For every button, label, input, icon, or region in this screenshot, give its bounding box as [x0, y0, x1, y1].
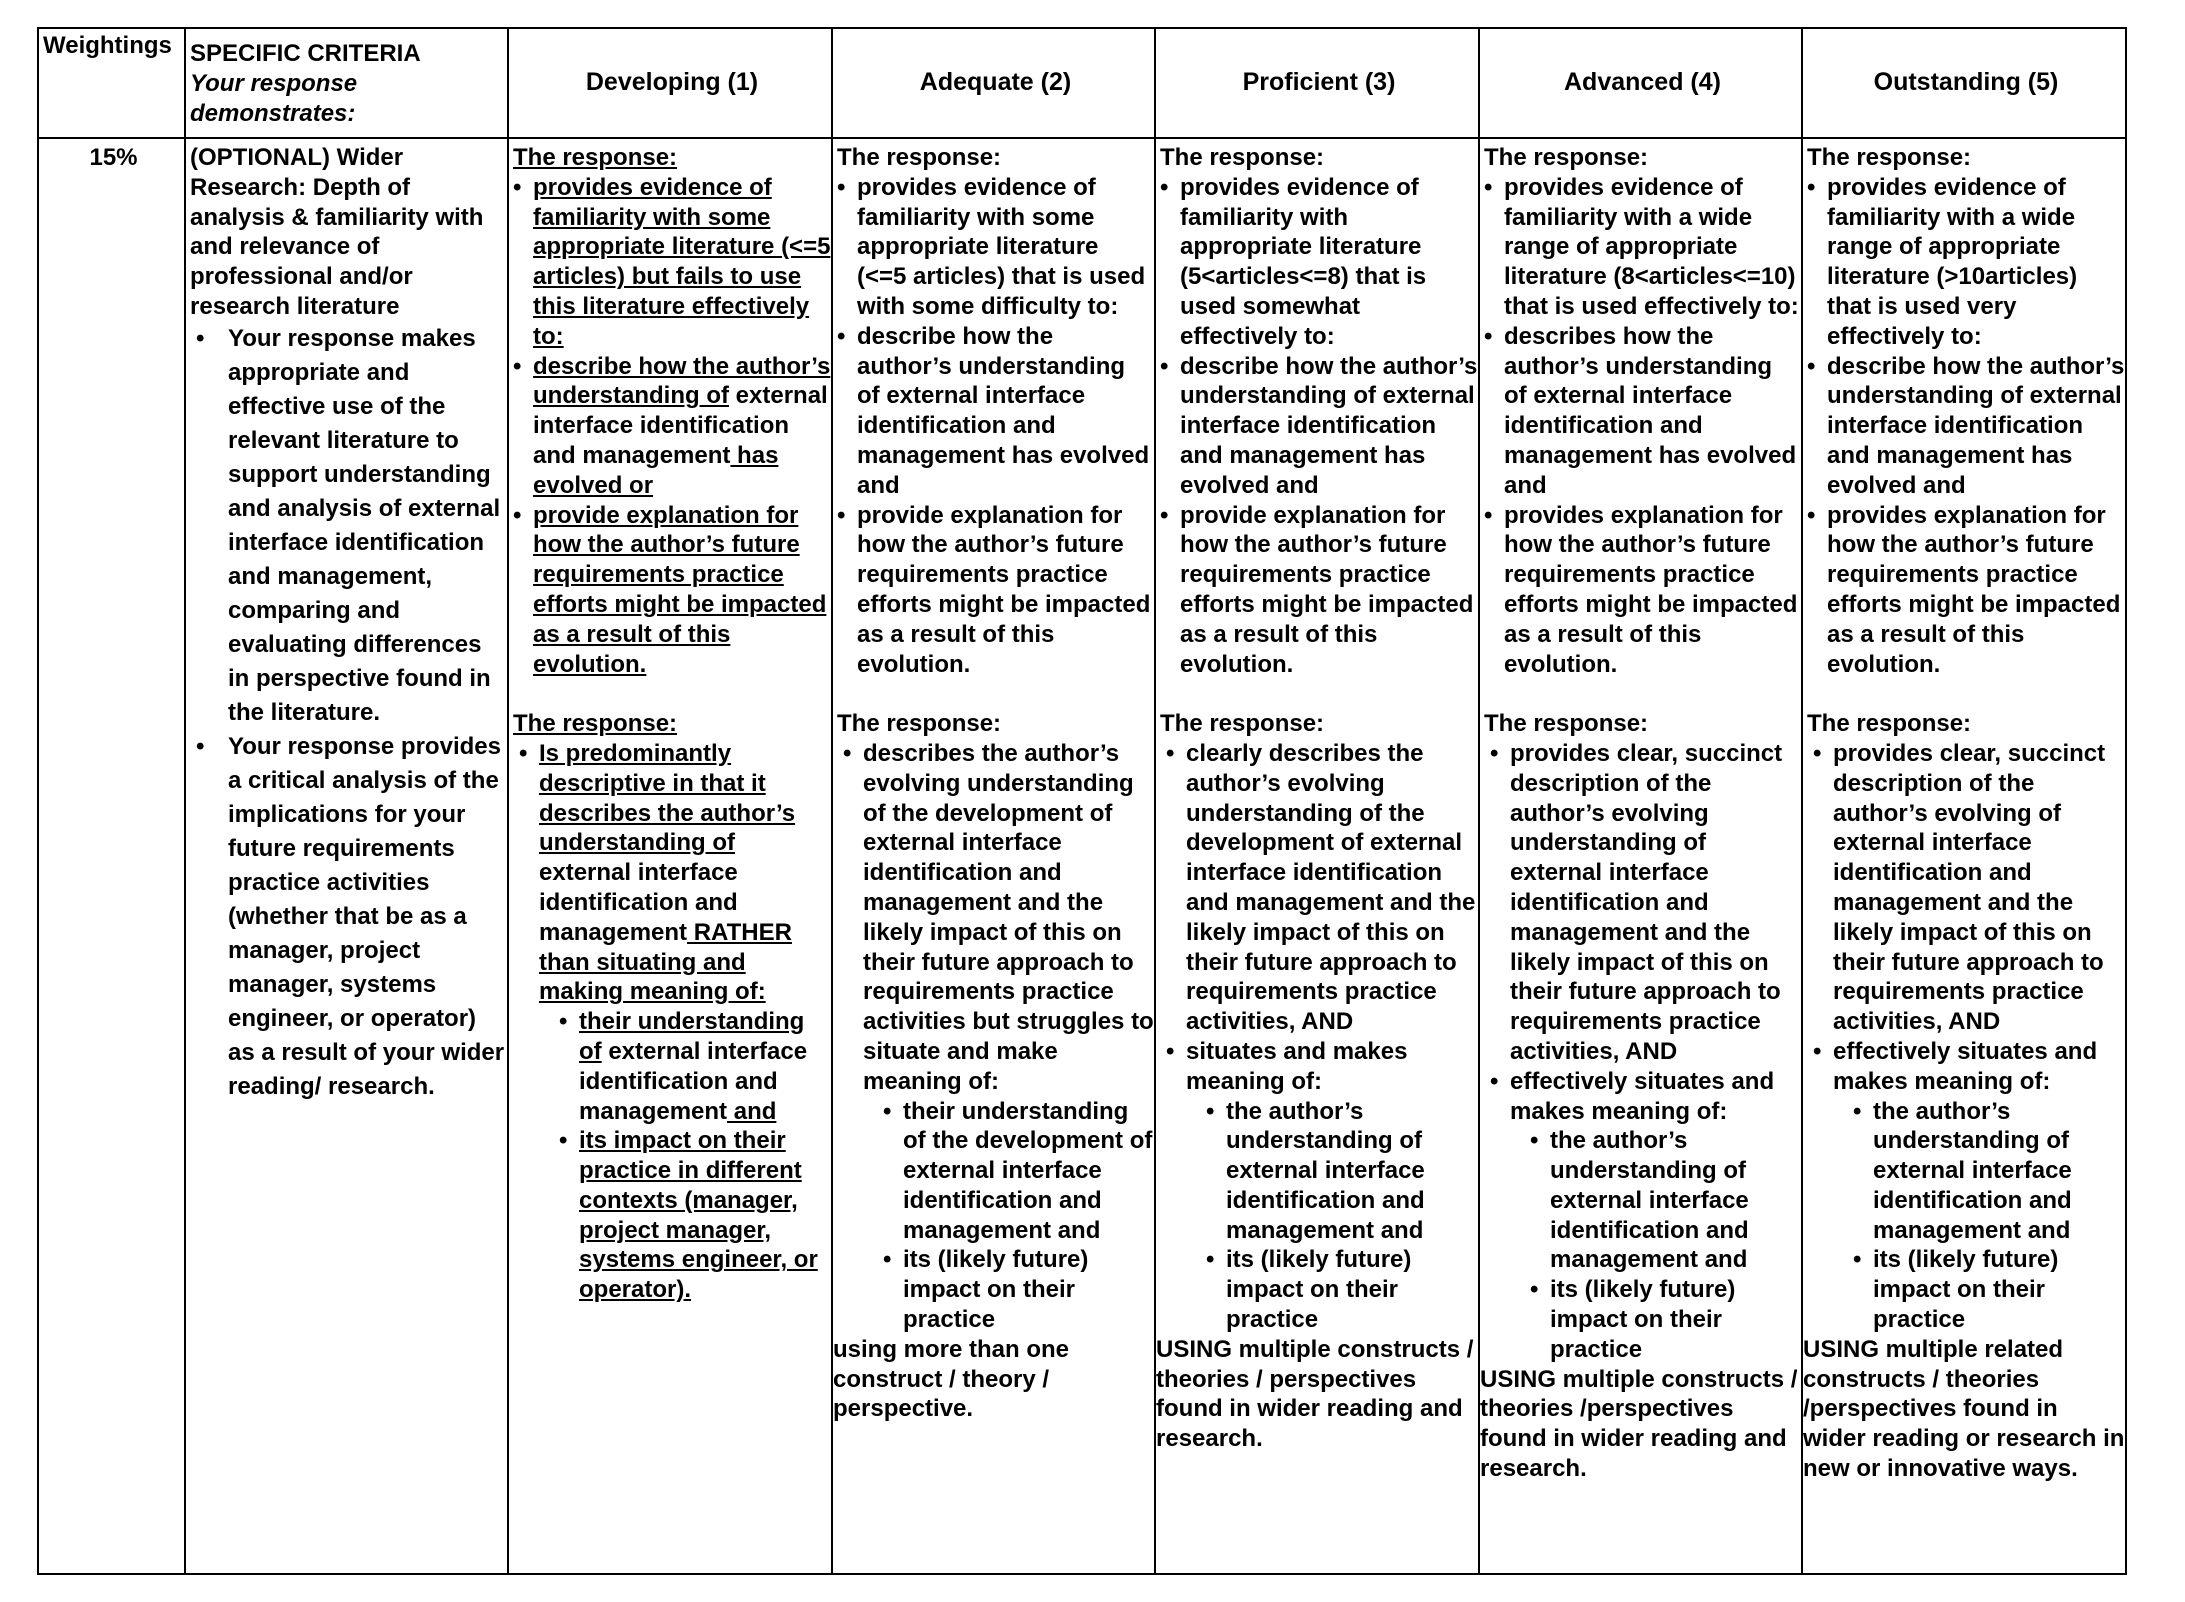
developing-bullet-part: describe how the author’s understanding of	[533, 352, 831, 410]
adequate-tail: using more than one construct / theory / perspective.	[833, 1335, 1070, 1423]
advanced-tail: USING multiple constructs / theories /perspectives found in wider reading and research.	[1480, 1365, 1798, 1483]
developing-heading-2: The response:	[513, 710, 678, 738]
advanced-sublist	[1530, 1126, 1801, 1364]
developing-bullet: • provides evidence of familiarity with some appropriate literature (<=5 articles) but fails to use this literature effectively to:	[513, 173, 831, 352]
advanced-bullet	[1490, 1067, 1801, 1365]
outstanding-bullet: • describe how the author’s understanding of external interface identification and management has evolved and	[1807, 352, 2125, 501]
proficient-cell	[1155, 138, 1479, 1574]
advanced-subbullet: • its (likely future) impact on their practice	[1530, 1275, 1801, 1364]
adequate-list-1	[837, 173, 1154, 680]
adequate-list-2	[843, 739, 1154, 1335]
developing-list-1	[513, 173, 831, 680]
proficient-subbullet: • the author’s understanding of external interface identification and management and	[1206, 1097, 1478, 1246]
advanced-bullet: • provides evidence of familiarity with a wide range of appropriate literature (8<articles<=10) that is used effectively to:	[1484, 173, 1801, 322]
outstanding-bullet: • provides explanation for how the author’s future requirements practice efforts might be impacted as a result of this evolution.	[1807, 501, 2125, 680]
developing-subbullet	[559, 1007, 831, 1126]
rubric-table	[37, 27, 2127, 1575]
outstanding-list-1	[1807, 173, 2125, 680]
developing-cell	[508, 138, 832, 1574]
advanced-bullet: • provides explanation for how the author’s future requirements practice efforts might be impacted as a result of this evolution.	[1484, 501, 1801, 680]
proficient-bullet: • describe how the author’s understanding of external interface identification and management has evolved and	[1160, 352, 1478, 501]
adequate-bullet: • provide explanation for how the author’s future requirements practice efforts might be impacted as a result of this evolution.	[837, 501, 1154, 680]
advanced-cell	[1479, 138, 1802, 1574]
proficient-heading-1: The response:	[1160, 144, 1325, 171]
outstanding-bullet: • provides evidence of familiarity with a wide range of appropriate literature (>10articles) that is used very effectively to:	[1807, 173, 2125, 352]
proficient-sublist	[1206, 1097, 1478, 1335]
header-row	[38, 28, 2126, 138]
criteria-header-subtitle: Your response demonstrates:	[190, 69, 358, 127]
outstanding-bullet: • provides clear, succinct description of the author’s evolving of external interface identification and management and the likely impact of this on their future approach to requirements practice activities, AND	[1813, 739, 2125, 1037]
outstanding-list-2	[1813, 739, 2125, 1335]
adequate-subbullet: • their understanding of the development of external interface identification and management and	[883, 1097, 1154, 1246]
level-header-advanced: Advanced (4)	[1479, 28, 1802, 138]
level-header-proficient: Proficient (3)	[1155, 28, 1479, 138]
adequate-bullet	[843, 739, 1154, 1335]
proficient-list-1	[1160, 173, 1478, 680]
developing-list-2	[519, 739, 831, 1305]
weight-cell: 15%	[38, 138, 185, 1574]
adequate-bullet: • provides evidence of familiarity with some appropriate literature (<=5 articles) that is used with some difficulty to:	[837, 173, 1154, 322]
criteria-header	[185, 28, 508, 138]
advanced-bullet: • describes how the author’s understanding of external interface identification and management has evolved and	[1484, 322, 1801, 501]
adequate-heading-2: The response:	[837, 710, 1002, 738]
outstanding-sublist	[1853, 1097, 2125, 1335]
outstanding-cell	[1802, 138, 2126, 1574]
developing-bullet	[513, 352, 831, 501]
adequate-subbullet: • its (likely future) impact on their practice	[883, 1245, 1154, 1334]
criteria-cell	[185, 138, 508, 1574]
developing-bullet-part: external interface identification and management	[539, 859, 738, 946]
level-header-adequate: Adequate (2)	[832, 28, 1155, 138]
outstanding-subbullet: • its (likely future) impact on their practice	[1853, 1245, 2125, 1334]
advanced-list-1	[1484, 173, 1801, 680]
proficient-bullet-text: situates and makes meaning of:	[1186, 1037, 1408, 1095]
outstanding-bullet-text: effectively situates and makes meaning of:	[1833, 1037, 2098, 1095]
criteria-row	[38, 138, 2126, 1574]
developing-sublist	[559, 1007, 831, 1305]
outstanding-tail: USING multiple related constructs / theories /perspectives found in wider reading or research in new or innovative ways.	[1803, 1335, 2125, 1483]
adequate-bullet: • describe how the author’s understanding of external interface identification and management has evolved and	[837, 322, 1154, 501]
weightings-header: Weightings	[38, 28, 185, 138]
proficient-bullet	[1166, 1037, 1478, 1335]
developing-bullet-part: has evolved or	[533, 441, 779, 499]
criteria-bullets	[190, 322, 507, 1104]
adequate-bullet-text: describes the author’s evolving understanding of the development of external interface identification and management and the likely impact of this on their future approach to requirements practice activities but struggles to situate and make meaning of:	[863, 739, 1154, 1095]
proficient-bullet: • provide explanation for how the author’s future requirements practice efforts might be impacted as a result of this evolution.	[1160, 501, 1478, 680]
outstanding-bullet	[1813, 1037, 2125, 1335]
developing-bullet-part: their understanding of	[579, 1008, 805, 1065]
developing-bullet-part: RATHER than situating and making meaning of:	[539, 918, 792, 1006]
proficient-subbullet: • its (likely future) impact on their practice	[1206, 1245, 1478, 1334]
proficient-bullet: • provides evidence of familiarity with appropriate literature (5<articles<=8) that is used somewhat effectively to:	[1160, 173, 1478, 352]
advanced-subbullet: • the author’s understanding of external interface identification and management and	[1530, 1126, 1801, 1275]
level-header-developing: Developing (1)	[508, 28, 832, 138]
advanced-heading-2: The response:	[1484, 710, 1649, 738]
proficient-tail: USING multiple constructs / theories / perspectives found in wider reading and research.	[1156, 1335, 1474, 1453]
criteria-header-title: SPECIFIC CRITERIA	[190, 40, 421, 67]
criteria-bullet: • Your response makes appropriate and effective use of the relevant literature to support understanding and analysis of external interface identification and management, comparing and evaluating differences in perspective found in the literature.	[190, 322, 507, 730]
proficient-bullet: • clearly describes the author’s evolving understanding of the development of external interface identification and management and the likely impact of this on their future approach to requirements practice activities, AND	[1166, 739, 1478, 1037]
criteria-title: (OPTIONAL) Wider Research: Depth of analysis & familiarity with and relevance of professional and/or research literature	[190, 144, 484, 320]
developing-bullet-part: Is predominantly descriptive in that it describes the author’s understanding of	[539, 739, 796, 857]
proficient-heading-2: The response:	[1160, 710, 1325, 738]
developing-bullet-part: and	[727, 1097, 777, 1125]
developing-subbullet: • its impact on their practice in different contexts (manager, project manager, systems engineer, or operator).	[559, 1126, 831, 1305]
advanced-bullet: • provides clear, succinct description of the author’s evolving understanding of external interface identification and management and the likely impact of this on their future approach to requirements practice activities, AND	[1490, 739, 1801, 1067]
outstanding-heading-2: The response:	[1807, 710, 1972, 738]
developing-bullet: • provide explanation for how the author’s future requirements practice efforts might be impacted as a result of this evolution.	[513, 501, 831, 680]
developing-bullet	[519, 739, 831, 1305]
developing-bullet-part: external interface identification and management	[533, 382, 828, 469]
advanced-bullet-text: effectively situates and makes meaning of:	[1510, 1067, 1775, 1125]
developing-heading-1: The response:	[513, 144, 678, 171]
adequate-cell	[832, 138, 1155, 1574]
criteria-bullet: • Your response provides a critical analysis of the implications for your future requirements practice activities (whether that be as a manager, project manager, systems engineer, or operator) as a result of your wider reading/ research.	[190, 730, 507, 1104]
adequate-heading-1: The response:	[837, 144, 1002, 171]
proficient-list-2	[1166, 739, 1478, 1335]
advanced-heading-1: The response:	[1484, 144, 1649, 171]
outstanding-subbullet: • the author’s understanding of external interface identification and management and	[1853, 1097, 2125, 1246]
outstanding-heading-1: The response:	[1807, 144, 1972, 171]
developing-bullet-part: external interface identification and management	[579, 1037, 808, 1125]
adequate-sublist	[883, 1097, 1154, 1335]
advanced-list-2	[1490, 739, 1801, 1365]
level-header-outstanding: Outstanding (5)	[1802, 28, 2126, 138]
